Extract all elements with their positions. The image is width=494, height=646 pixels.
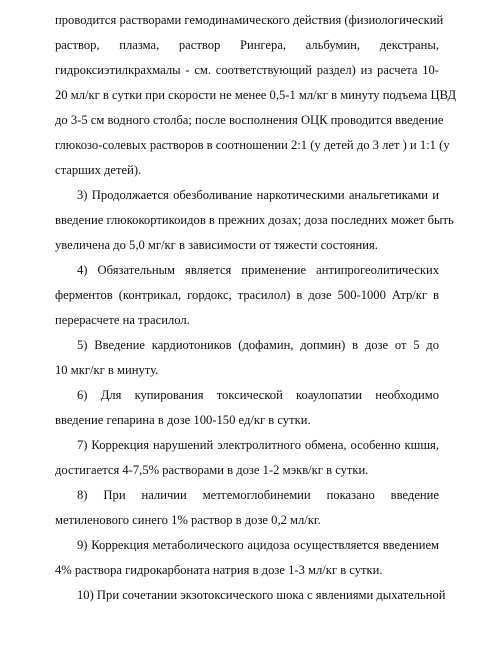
text-line: старших детей). (55, 163, 142, 177)
text-line: проводится растворами гемодинамического действия (физиологический (55, 13, 444, 27)
text-line: 10 мкг/кг в минуту. (55, 363, 159, 377)
list-item-6-line: 6) Для купирования токсической коаулопатии необходимо (77, 388, 439, 402)
text-line: достигается 4-7,5% растворами в дозе 1-2 мэкв/кг в сутки. (55, 463, 369, 477)
text-line: ферментов (контрикал, гордокс, трасилол) в дозе 500-1000 Атр/кг в (55, 288, 439, 302)
text-line: гидроксиэтилкрахмалы - см. соответствующий раздел) из расчета 10- (55, 63, 439, 77)
text-line: введение гепарина в дозе 100-150 ед/кг в сутки. (55, 413, 311, 427)
text-line: до 3-5 см водного столба; после восполнения ОЦК проводится введение (55, 113, 444, 127)
list-item-7-line: 7) Коррекция нарушений электролитного обмена, особенно кшшя, (77, 438, 439, 452)
text-line: глюкозо-солевых растворов в соотношении 2:1 (у детей до 3 лет ) и 1:1 (у (55, 138, 450, 152)
list-item-9-line: 9) Коррекция метаболического ацидоза осуществляется введением (77, 538, 439, 552)
text-line: метиленового синего 1% раствор в дозе 0,2 мл/кг. (55, 513, 321, 527)
list-item-4-line: 4) Обязательным является применение антипрогеолитических (77, 263, 439, 277)
text-line: раствор, плазма, раствор Рингера, альбумин, декстраны, (55, 38, 439, 52)
list-item-5-line: 5) Введение кардиотоников (дофамин, допмин) в дозе от 5 до (77, 338, 439, 352)
list-item-8-line: 8) При наличии метгемоглобинемии показано введение (77, 488, 439, 502)
list-item-10-line: 10) При сочетании экзотоксического шока с явлениями дыхательной (77, 588, 446, 602)
text-line: введение глюкокортикоидов в прежних дозах; доза последних может быть (55, 213, 454, 227)
text-line: 20 мл/кг в сутки при скорости не менее 0,5-1 мл/кг в минуту подъема ЦВД (55, 88, 457, 102)
text-line: перерасчете на трасилол. (55, 313, 190, 327)
list-item-3-line: 3) Продолжается обезболивание наркотическими анальгетиками и (77, 188, 439, 202)
text-line: увеличена до 5,0 мг/кг в зависимости от тяжести состояния. (55, 238, 378, 252)
text-line: 4% раствора гидрокарбоната натрия в дозе 1-3 мл/кг в сутки. (55, 563, 383, 577)
